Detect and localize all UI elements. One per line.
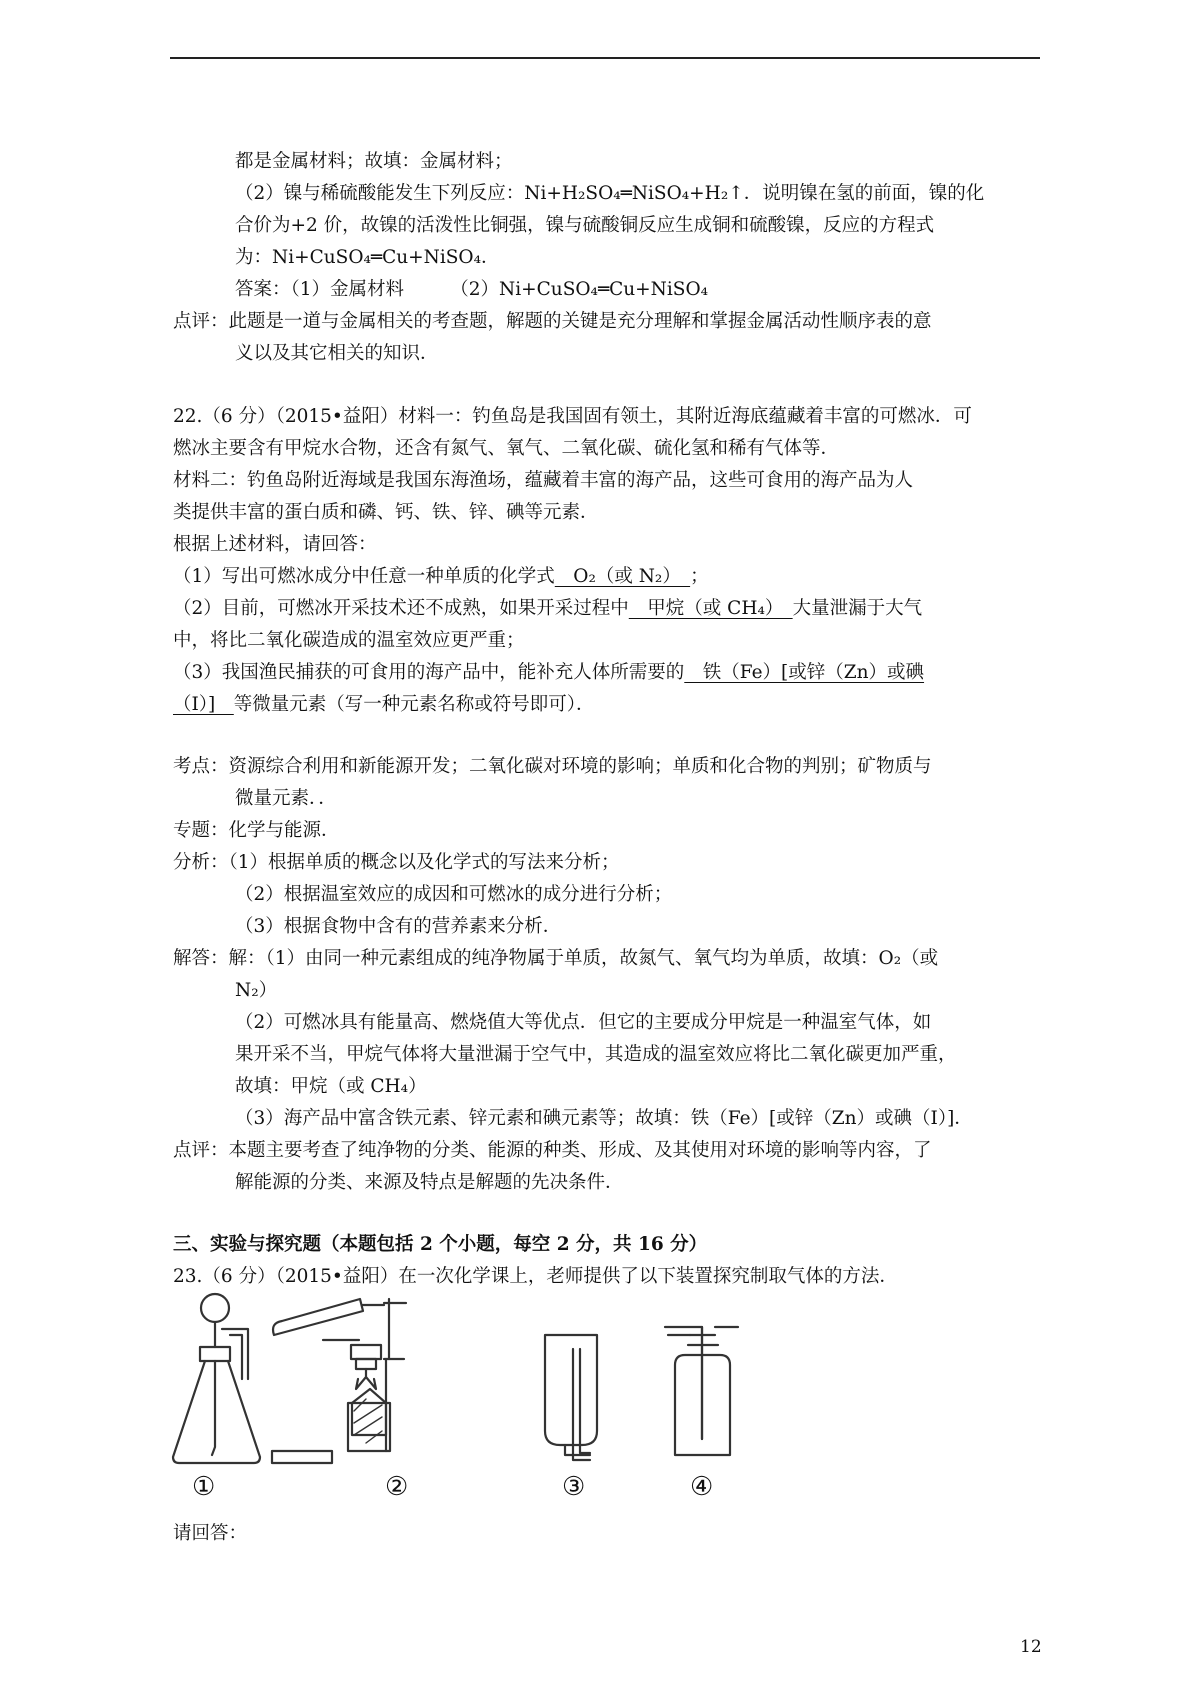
q22-jieda-6: （3）海产品中富含铁元素、锌元素和碘元素等；故填：铁（Fe）[或锌（Zn）或碘（I）]． bbox=[235, 1108, 973, 1129]
q22-sub1 bbox=[173, 565, 709, 589]
q23-stem: 23.（6 分）（2015•益阳）在一次化学课上，老师提供了以下装置探究制取气体的方法． bbox=[173, 1266, 898, 1287]
q22-sub3-text: （3）我国渔民捕获的可食用的海产品中，能补充人体所需要的 bbox=[173, 662, 685, 683]
page-number: 12 bbox=[1020, 1637, 1042, 1657]
q22-kaodian-1: 考点：资源综合利用和新能源开发；二氧化碳对环境的影响；单质和化合物的判别；矿物质与 bbox=[173, 756, 932, 777]
q22-sub1-text: （1）写出可燃冰成分中任意一种单质的化学式 bbox=[173, 566, 555, 587]
apparatus-2-heating bbox=[272, 1299, 406, 1463]
section-3-heading: 三、实验与探究题（本题包括 2 个小题，每空 2 分，共 16 分） bbox=[173, 1234, 708, 1255]
q22-sub3 bbox=[173, 661, 924, 685]
q22-fenxi-1: 分析：（1）根据单质的概念以及化学式的写法来分析； bbox=[173, 852, 620, 873]
prev-line-4: 为：Ni+CuSO₄═Cu+NiSO₄． bbox=[235, 247, 500, 268]
q22-line-5: 根据上述材料，请回答： bbox=[173, 534, 377, 555]
q22-line-2: 燃冰主要含有甲烷水合物，还含有氮气、氧气、二氧化碳、硫化氢和稀有气体等． bbox=[173, 438, 840, 459]
q22-sub2-answer: 甲烷（或 CH₄） bbox=[628, 598, 793, 619]
prev-line-1: 都是金属材料；故填：金属材料； bbox=[235, 151, 513, 172]
apparatus-label-1: ① bbox=[192, 1472, 216, 1502]
prev-comment-1: 点评：此题是一道与金属相关的考查题，解题的关键是充分理解和掌握金属活动性顺序表的意 bbox=[173, 311, 932, 332]
q22-sub3-answer-2: （I）] bbox=[173, 694, 234, 715]
prev-answer: 答案：（1）金属材料 （2）Ni+CuSO₄═Cu+NiSO₄ bbox=[235, 279, 709, 300]
q22-sub2-end: 大量泄漏于大气 bbox=[792, 598, 923, 619]
q22-zhuanti: 专题：化学与能源． bbox=[173, 820, 340, 841]
q22-sub2 bbox=[173, 597, 922, 621]
q22-dianping-1: 点评：本题主要考查了纯净物的分类、能源的种类、形成、及其使用对环境的影响等内容，了 bbox=[173, 1140, 932, 1161]
apparatus-3-bottle bbox=[545, 1335, 597, 1460]
q22-line-3: 材料二：钓鱼岛附近海域是我国东海渔场，蕴藏着丰富的海产品，这些可食用的海产品为人 bbox=[173, 470, 914, 491]
q22-sub2-text: （2）目前，可燃冰开采技术还不成熟，如果开采过程中 bbox=[173, 598, 629, 619]
q22-fenxi-3: （3）根据食物中含有的营养素来分析． bbox=[235, 916, 562, 937]
q22-sub1-end: ； bbox=[690, 566, 709, 587]
q23-prompt: 请回答： bbox=[173, 1523, 248, 1544]
apparatus-label-3: ③ bbox=[562, 1472, 586, 1502]
apparatus-label-4: ④ bbox=[690, 1472, 714, 1502]
apparatus-1-flask bbox=[173, 1294, 260, 1463]
q22-sub3-end: 等微量元素（写一种元素名称或符号即可）． bbox=[233, 694, 595, 715]
q22-dianping-2: 解能源的分类、来源及特点是解题的先决条件． bbox=[235, 1172, 624, 1193]
q22-sub1-answer: O₂（或 N₂） bbox=[554, 566, 691, 587]
apparatus-label-2: ② bbox=[385, 1472, 409, 1502]
q22-line-1: 22.（6 分）（2015•益阳）材料一：钓鱼岛是我国固有领土，其附近海底蕴藏着丰富的可燃冰．可 bbox=[173, 406, 972, 427]
prev-comment-2: 义以及其它相关的知识． bbox=[235, 343, 439, 364]
apparatus-figure bbox=[170, 1285, 830, 1515]
prev-line-2: （2）镍与稀硫酸能发生下列反应：Ni+H₂SO₄═NiSO₄+H₂↑．说明镍在氢的前面，镍的化 bbox=[235, 183, 985, 204]
apparatus-4-bottle bbox=[665, 1327, 738, 1455]
q22-kaodian-2: 微量元素．． bbox=[235, 788, 337, 809]
header-rule bbox=[170, 57, 1040, 59]
q22-jieda-4: 果开采不当，甲烷气体将大量泄漏于空气中，其造成的温室效应将比二氧化碳更加严重， bbox=[235, 1044, 957, 1065]
q22-fenxi-2: （2）根据温室效应的成因和可燃冰的成分进行分析； bbox=[235, 884, 673, 905]
q22-jieda-5: 故填：甲烷（或 CH₄） bbox=[235, 1076, 427, 1097]
q22-sub2-line-2: 中，将比二氧化碳造成的温室效应更严重； bbox=[173, 630, 525, 651]
q22-jieda-2: N₂） bbox=[235, 980, 278, 1001]
q22-sub3-answer-1: 铁（Fe）[或锌（Zn）或碘 bbox=[684, 662, 925, 683]
q22-sub3-line-2 bbox=[173, 693, 595, 717]
q22-jieda-1: 解答：解：（1）由同一种元素组成的纯净物属于单质，故氮气、氧气均为单质，故填：O₂（或 bbox=[173, 948, 939, 969]
q22-line-4: 类提供丰富的蛋白质和磷、钙、铁、锌、碘等元素． bbox=[173, 502, 599, 523]
q22-jieda-3: （2）可燃冰具有能量高、燃烧值大等优点．但它的主要成分甲烷是一种温室气体，如 bbox=[235, 1012, 932, 1033]
prev-line-3: 合价为+2 价，故镍的活泼性比铜强，镍与硫酸铜反应生成铜和硫酸镍，反应的方程式 bbox=[235, 215, 935, 236]
